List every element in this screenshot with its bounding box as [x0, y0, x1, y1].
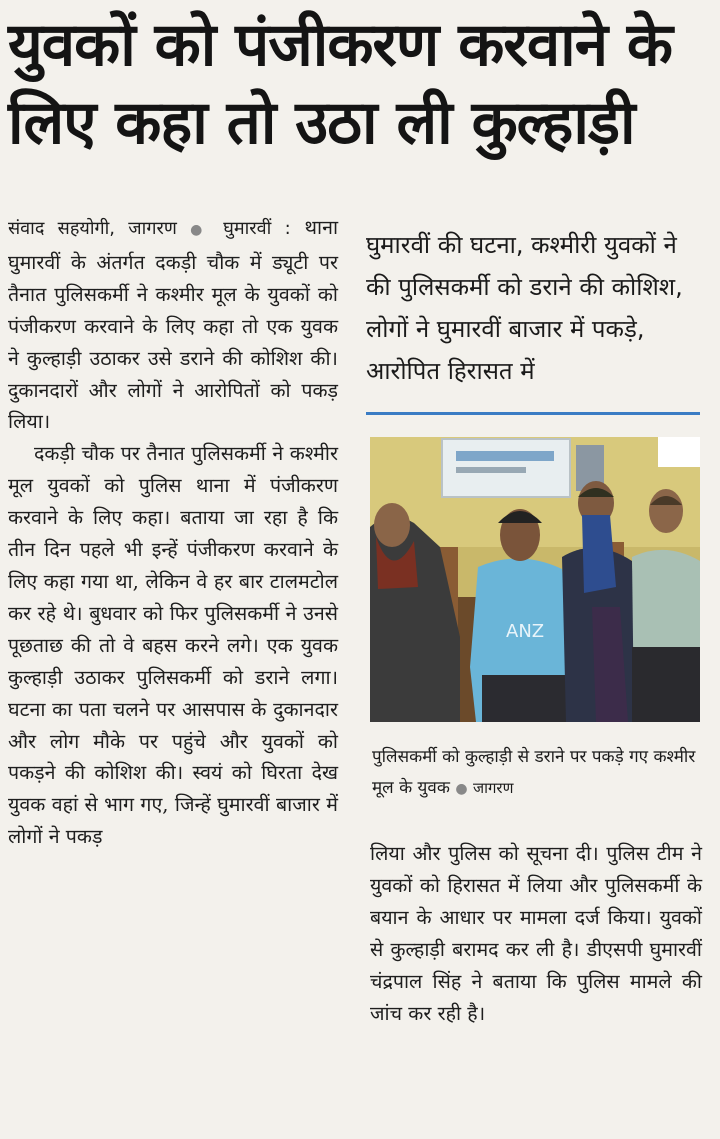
byline	[8, 218, 291, 239]
reporter-credit: संवाद सहयोगी, जागरण	[8, 218, 177, 239]
caption-bullet: ●	[455, 781, 468, 797]
dateline: घुमारवीं :	[223, 218, 291, 239]
headline: युवकों को पंजीकरण करवाने के लिए कहा तो उठा ली कुल्हाड़ी	[8, 10, 672, 158]
paragraph-2: दकड़ी चौक पर तैनात पुलिसकर्मी ने कश्मीर मूल युवकों को पुलिस थाना में पंजीकरण करवाने के लिए कहा। बताया जा रहा है कि तीन दिन पहले भी इन्हें पंजीकरण करवाने के लिए कहा गया था, लेकिन वे हर बार टालमटोल कर रहे थे। बुधवार को फिर पुलिसकर्मी ने उनसे पूछताछ की तो वे बहस करने लगे। एक युवक कुल्हाड़ी उठाकर पुलिसकर्मी को डराने लगा। घटना का पता चलने पर आसपास के दुकानदार और लोग मौके पर पहुंचे और युवकों को पकड़ने की कोशिश की। स्वयं को घिरता देख युवक वहां से भाग गए, जिन्हें घुमारवीं बाजार में लोगों ने पकड़	[8, 442, 338, 849]
deck-subheadline: घुमारवीं की घटना, कश्मीरी युवकों ने की पुलिसकर्मी को डराने की कोशिश, लोगों ने घुमारवीं बाजार में पकड़े, आरोपित हिरासत में	[366, 231, 683, 385]
photo-caption	[372, 742, 702, 805]
deck-divider	[366, 412, 700, 415]
tshirt-print: ANZ	[506, 621, 545, 642]
news-photo	[370, 437, 700, 722]
photo-illustration	[370, 437, 700, 722]
caption-text: पुलिसकर्मी को कुल्हाड़ी से डराने पर पकड़े गए कश्मीर मूल के युवक	[372, 747, 696, 798]
lead-paragraph	[8, 212, 338, 438]
article-body-right: लिया और पुलिस को सूचना दी। पुलिस टीम ने युवकों को हिरासत में लिया और पुलिसकर्मी के बयान के आधार पर मामला दर्ज किया। युवकों से कुल्हाड़ी बरामद कर ली है। डीएसपी घुमारवीं चंद्रपाल सिंह ने बताया कि पुलिस मामले की जांच कर रही है।	[370, 842, 702, 1025]
paragraph-1-text: थाना घुमारवीं के अंतर्गत दकड़ी चौक में ड्यूटी पर तैनात पुलिसकर्मी ने कश्मीर मूल के युवकों को पंजीकरण करवाने के लिए कहा तो एक युवक ने कुल्हाड़ी उठाकर उसे डराने की कोशिश की। दुकानदारों और लोगों ने आरोपितों को पकड़ लिया।	[8, 216, 339, 434]
article-body-left	[8, 212, 338, 853]
byline-bullet: ●	[190, 222, 210, 238]
photo-credit: जागरण	[472, 779, 514, 797]
